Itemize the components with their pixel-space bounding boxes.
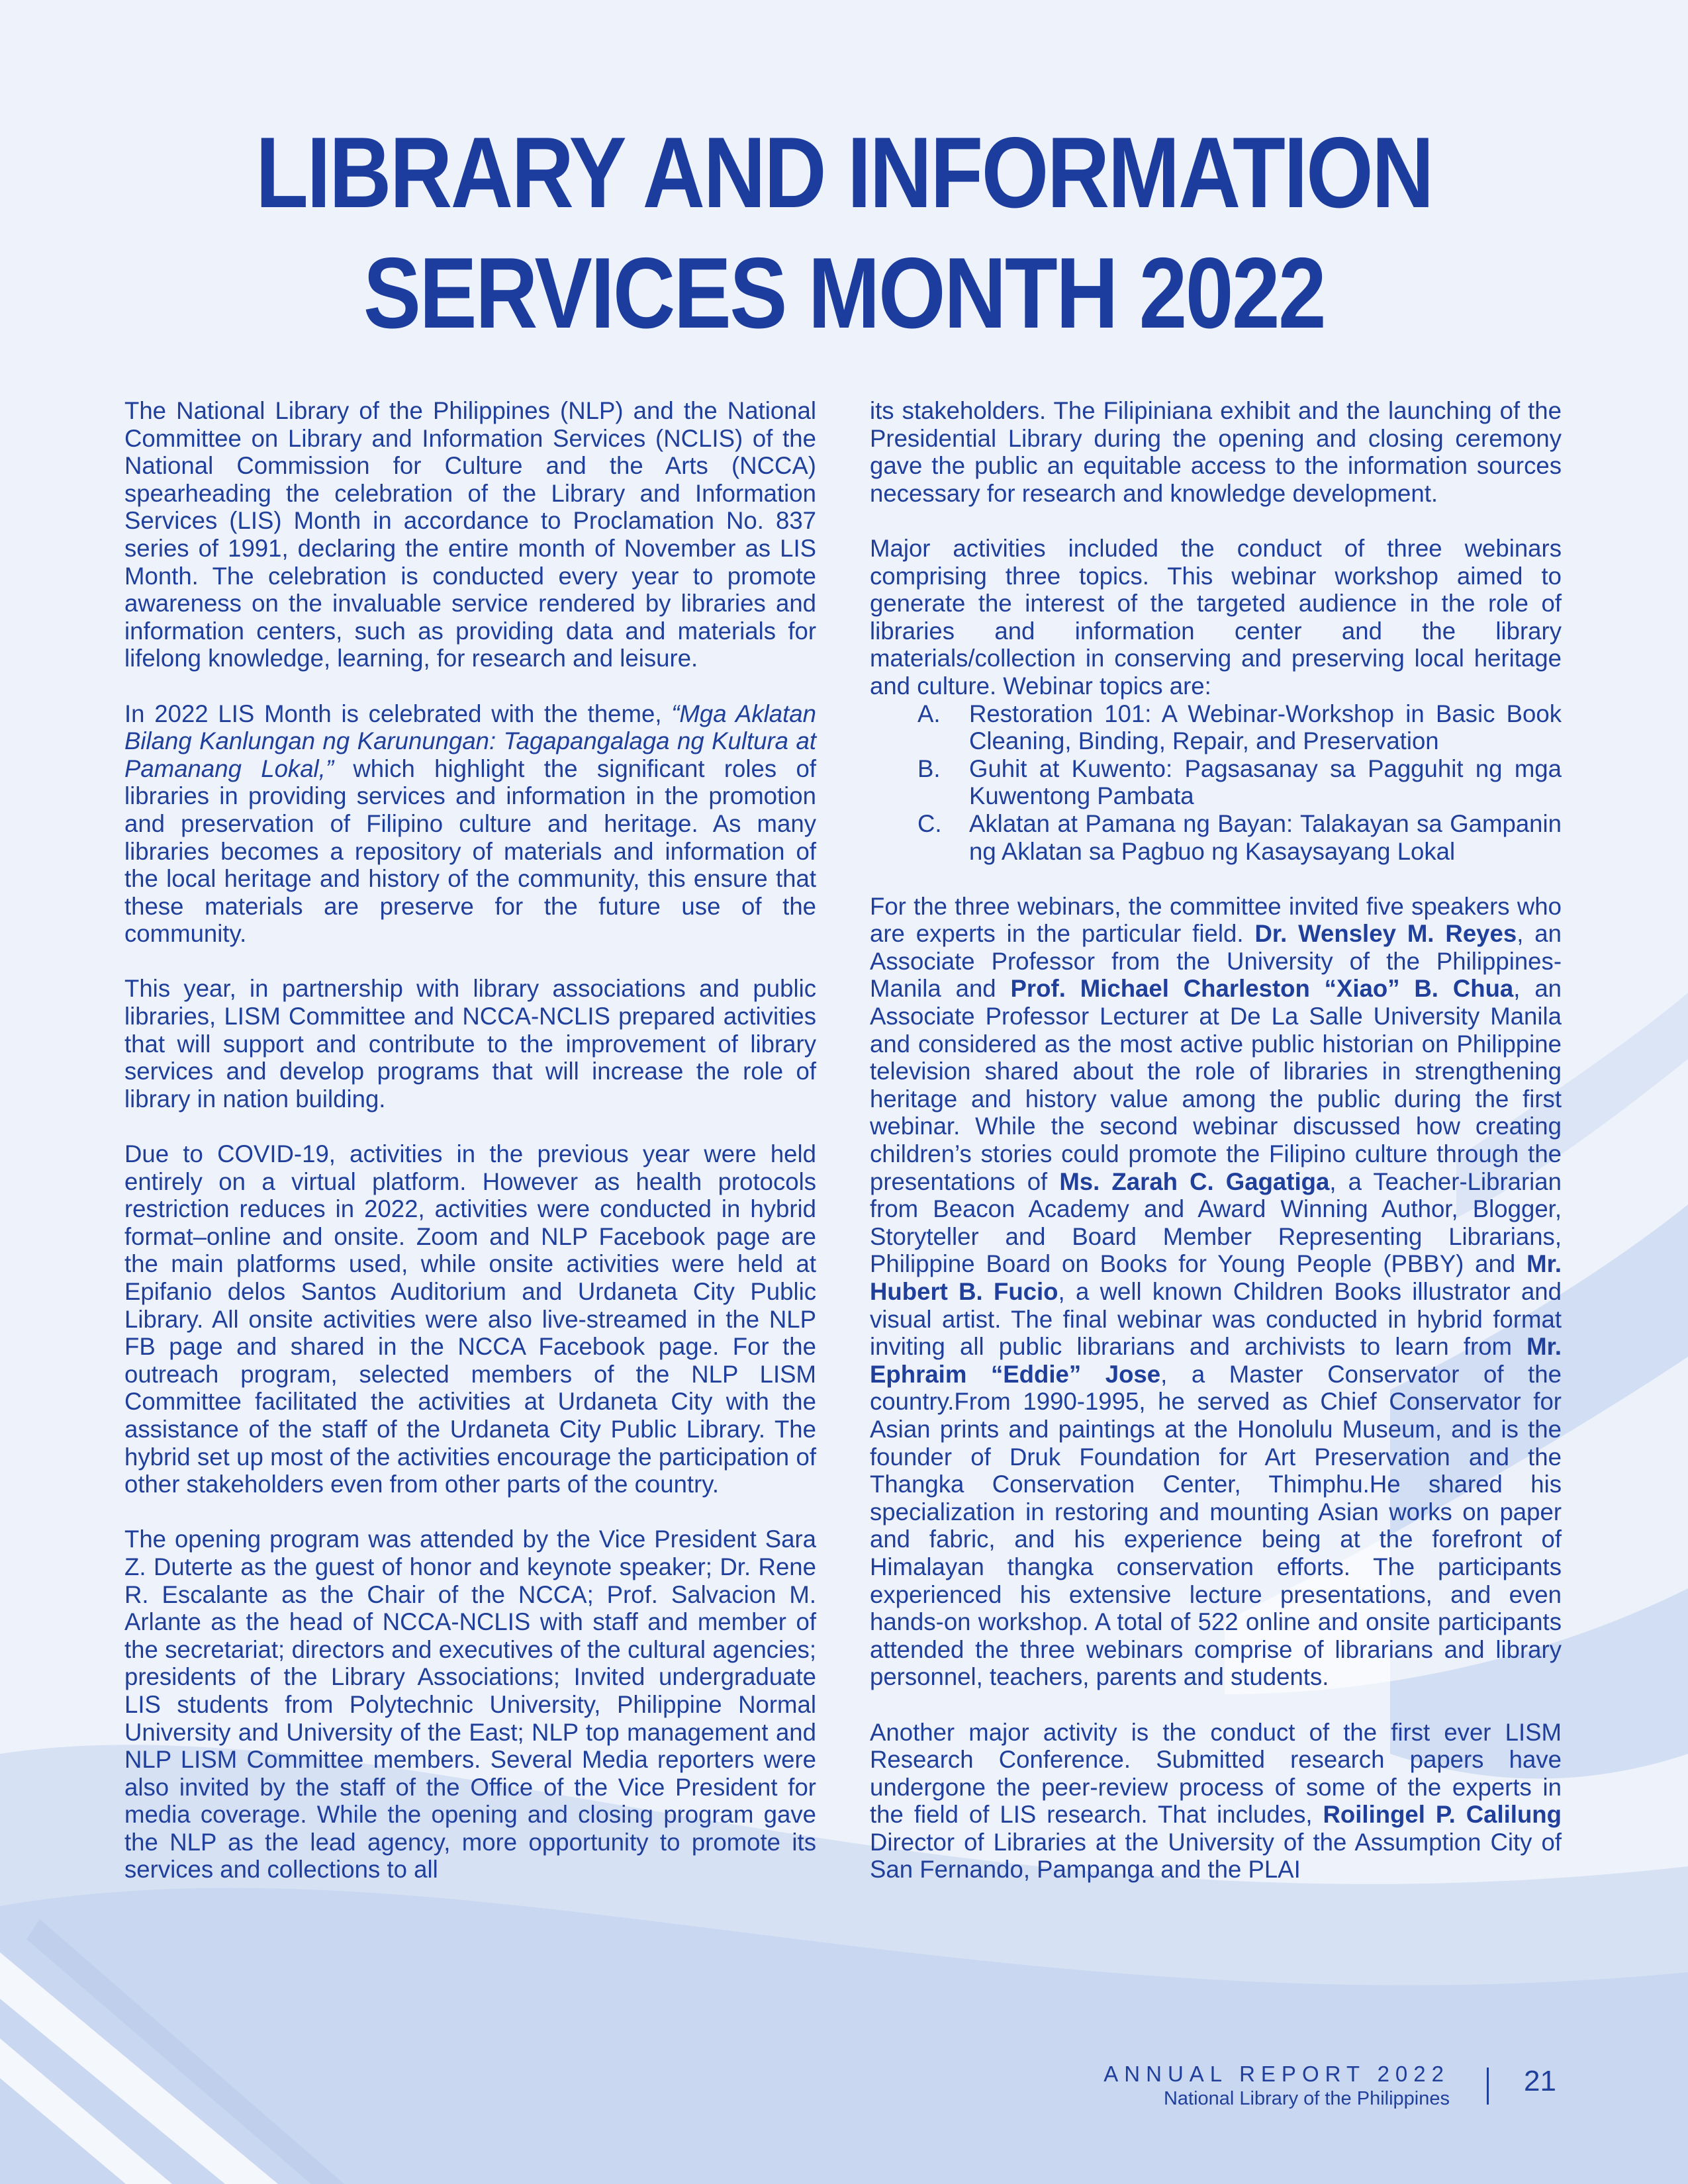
- page-number: 21: [1524, 2065, 1556, 2097]
- list-marker: B.: [917, 754, 941, 782]
- list-item: [870, 810, 1562, 865]
- left-column: [124, 397, 816, 1884]
- list-item: [870, 755, 1562, 810]
- title-line-2: SERVICES MONTH 2022: [363, 237, 1325, 349]
- speaker-name: Dr. Wensley M. Reyes: [1254, 920, 1517, 948]
- paragraph-covid: Due to COVID-19, activities in the previous year were held entirely on a virtual platform. However as health protocols restriction reduces in 2022, activities were conducted in hybrid format–online and onsite. Zoom and NLP Facebook page are the main platforms used, while onsite activities were held at Epifanio delos Santos Auditorium and Urdaneta City Public Library. All onsite activities were also live-streamed in the NLP FB page and shared in the NCCA Facebook page. For the outreach program, selected members of the NLP LISM Committee facilitated the activities at Urdaneta City with the assistance of the staff of the Urdaneta City Public Library. The hybrid set up most of the activities encourage the participation of other stakeholders even from other parts of the country.: [124, 1140, 816, 1498]
- footer-divider: [1487, 2068, 1489, 2105]
- paragraph-theme: [124, 700, 816, 948]
- paragraph-speakers: [870, 893, 1562, 1691]
- paragraph-intro: The National Library of the Philippines (NLP) and the National Committee on Library and Information Services (NCLIS) of the National Commission for Culture and the Arts (NCCA) spearheading the celebration of the Library and Information Services (LIS) Month in accordance to Proclamation No. 837 series of 1991, declaring the entire month of November as LIS Month. The celebration is conducted every year to promote awareness on the invaluable service rendered by libraries and information centers, such as providing data and materials for lifelong knowledge, learning, for research and leisure.: [124, 397, 816, 672]
- text-run: , an Associate Professor from the University of the Philippines-Manila and: [870, 920, 1562, 1003]
- text-run: For the three webinars, the committee invited five speakers who are experts in the particular field.: [870, 892, 1562, 948]
- list-item-text: Restoration 101: A Webinar-Workshop in Basic Book Cleaning, Binding, Repair, and Preservation: [969, 700, 1562, 755]
- speaker-name: Prof. Michael Charleston “Xiao” B. Chua: [1010, 975, 1514, 1003]
- text-run: , a Teacher-Librarian from Beacon Academy and Award Winning Author, Blogger, Storyteller and Board Member Representing Librarians, Philippine Board on Books for Young People (PBBY) and: [870, 1167, 1562, 1278]
- speaker-name: Roilingel P. Calilung: [1323, 1801, 1562, 1829]
- speaker-name: Mr. Ephraim “Eddie” Jose: [870, 1333, 1562, 1388]
- list-marker: C.: [917, 809, 942, 837]
- speaker-name: Ms. Zarah C. Gagatiga: [1059, 1167, 1330, 1195]
- text-run: Another major activity is the conduct of the first ever LISM Research Conference. Submitted research papers have undergone the peer-review process of some of the experts in the field of LIS research. That includes,: [870, 1718, 1562, 1829]
- theme-title: “Mga Aklatan Bilang Kanlungan ng Karunungan: Tagapangalaga ng Kultura at Pamanang Lokal,”: [124, 700, 816, 782]
- paragraph-opening-program: The opening program was attended by the Vice President Sara Z. Duterte as the guest of honor and keynote speaker; Dr. Rene R. Escalante as the Chair of the NCCA; Prof. Salvacion M. Arlante as the head of NCCA-NCLIS with staff and member of the secretariat; directors and executives of the cultural agencies; presidents of the Library Associations; Invited undergraduate LIS students from Polytechnic University, Philippine Normal University and University of the East; NLP top management and NLP LISM Committee members. Several Media reporters were also invited by the staff of the Office of the Vice President for media coverage. While the opening and closing program gave the NLP as the lead agency, more opportunity to promote its services and collections to all: [124, 1525, 816, 1884]
- list-item: [870, 700, 1562, 755]
- webinar-topics-list: [870, 700, 1562, 866]
- text-run: , a well known Children Books illustrator and visual artist. The final webinar was conducted in hybrid format inviting all public librarians and archivists to learn from: [870, 1278, 1562, 1361]
- theme-lead-text: In 2022 LIS Month is celebrated with the theme,: [124, 700, 672, 727]
- list-marker: A.: [917, 700, 941, 727]
- paragraph-research-conference: [870, 1719, 1562, 1884]
- text-run: Director of Libraries at the University of the Assumption City of San Fernando, Pampanga and the PLAI: [870, 1828, 1562, 1884]
- right-column: [870, 397, 1562, 1884]
- theme-body-text: which highlight the significant roles of libraries in providing services and information in the promotion and preservation of Filipino culture and heritage. As many libraries becomes a repository of materials and information of the local heritage and history of the community, this ensure that these materials are preserve for the future use of the community.: [124, 754, 816, 948]
- list-item-text: Guhit at Kuwento: Pagsasanay sa Pagguhit ng mga Kuwentong Pambata: [969, 754, 1562, 810]
- paragraph-partnership: This year, in partnership with library associations and public libraries, LISM Committee and NCCA-NCLIS prepared activities that will support and contribute to the improvement of library services and develop programs that will increase the role of library in nation building.: [124, 975, 816, 1113]
- paragraph-webinars: Major activities included the conduct of three webinars comprising three topics. This webinar workshop aimed to generate the interest of the targeted audience in the role of libraries and information center and the library materials/collection in conserving and preserving local heritage and culture. Webinar topics are:: [870, 534, 1562, 700]
- text-run: , a Master Conservator of the country.From 1990-1995, he served as Chief Conservator for Asian prints and paintings at the Honolulu Museum, and is the founder of Druk Foundation for Art Preservation and the Thangka Conservation Center, Thimphu.He shared his specialization in restoring and mounting Asian works on paper and fabric, and his experience being at the forefront of Himalayan thangka conservation efforts. The participants experienced his extensive lecture presentations, and even hands-on workshop. A total of 522 online and onsite participants attended the three webinars comprise of librarians and library personnel, teachers, parents and students.: [870, 1360, 1562, 1691]
- page-title: [118, 113, 1570, 353]
- speaker-name: Mr. Hubert B. Fucio: [870, 1250, 1562, 1305]
- text-run: , an Associate Professor Lecturer at De La Salle University Manila and considered as the most active public historian on Philippine television shared about the role of libraries in strengthening heritage and history value among the public during the first webinar. While the second webinar discussed how creating children’s stories could promote the Filipino culture through the presentations of: [870, 975, 1562, 1195]
- footer-report-title: ANNUAL REPORT 2022: [1103, 2062, 1450, 2086]
- list-item-text: Aklatan at Pamana ng Bayan: Talakayan sa Gampanin ng Aklatan sa Pagbuo ng Kasaysayang Lokal: [969, 809, 1562, 865]
- page-footer: [1103, 2061, 1450, 2110]
- title-line-1: LIBRARY AND INFORMATION: [256, 116, 1432, 229]
- footer-organization: National Library of the Philippines: [1163, 2088, 1450, 2109]
- paragraph-stakeholders: its stakeholders. The Filipiniana exhibit and the launching of the Presidential Library during the opening and closing ceremony gave the public an equitable access to the information sources necessary for research and knowledge development.: [870, 397, 1562, 507]
